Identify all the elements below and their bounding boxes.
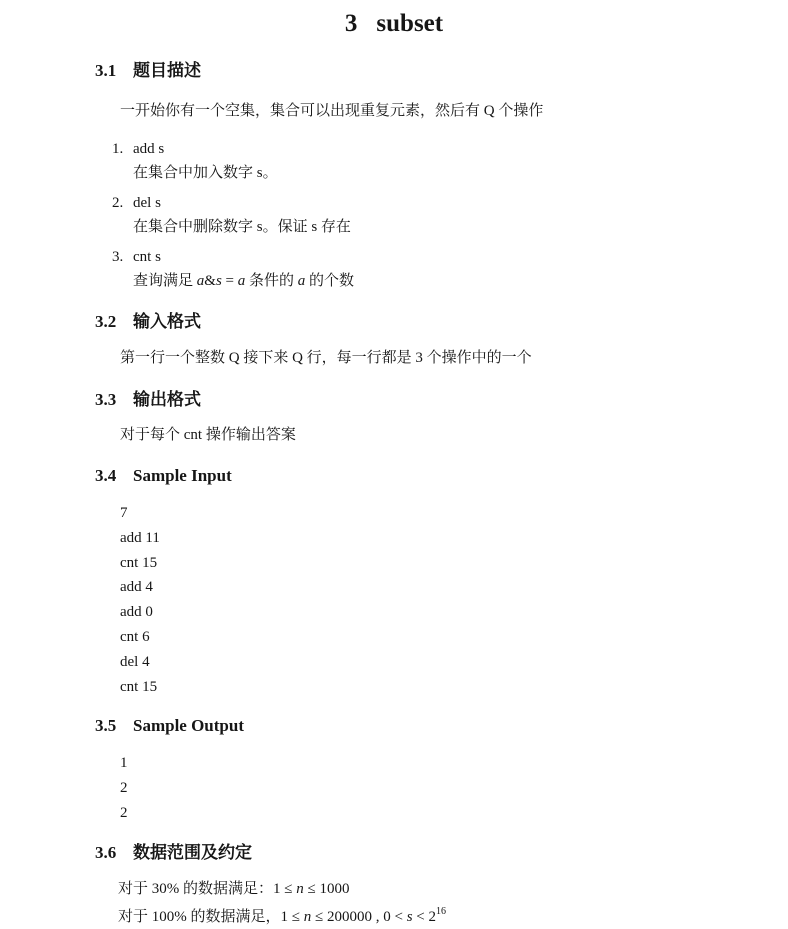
sample-input-line: cnt 6 <box>120 628 150 645</box>
math-var-a: a <box>237 273 246 289</box>
section-heading-text: Sample Output <box>133 716 244 736</box>
section-number: 3.1 <box>95 61 117 80</box>
section-number: 3.5 <box>95 716 117 736</box>
sample-input-line: 7 <box>120 505 128 521</box>
section-heading-text: 数据范围及约定 <box>133 843 252 863</box>
section-number: 3.2 <box>95 312 117 331</box>
constraint-line-30pct <box>118 877 788 901</box>
section-heading-problem-description <box>95 61 788 81</box>
problem-intro-paragraph: 一开始你有一个空集，集合可以出现重复元素，然后有 Q 个操作 <box>120 103 544 119</box>
operation-description <box>133 269 788 293</box>
description-text: 查询满足 <box>133 273 197 289</box>
constraint-line-100pct <box>118 901 788 929</box>
sample-input-line: add 4 <box>120 579 153 596</box>
operation-command: add s <box>133 141 165 157</box>
sample-input-line: add 0 <box>120 604 153 621</box>
input-format-paragraph: 第一行一个整数 Q 接下来 Q 行，每一行都是 3 个操作中的一个 <box>120 350 532 366</box>
operation-command: del s <box>133 195 161 211</box>
section-number: 3.6 <box>95 843 117 863</box>
sample-output-block <box>120 751 788 826</box>
sample-output-line: 2 <box>120 780 128 797</box>
constraint-text: 对于 100% 的数据满足， <box>118 909 281 926</box>
math-equals: = <box>221 273 238 289</box>
operation-description: 在集合中删除数字 s。保证 s 存在 <box>133 219 351 235</box>
math-text: < 2 <box>412 909 436 926</box>
math-text: 1 ≤ <box>273 881 297 898</box>
sample-output-line: 1 <box>120 755 128 772</box>
list-item-number: 2. <box>112 195 124 211</box>
math-exponent: 16 <box>436 906 446 918</box>
list-item-del <box>112 191 788 239</box>
sample-output-line: 2 <box>120 805 128 822</box>
math-var-n: n <box>303 909 312 926</box>
math-var-n: n <box>296 881 304 898</box>
math-text: ≤ 1000 <box>303 881 350 898</box>
description-text: 条件的 <box>245 273 298 289</box>
output-format-paragraph: 对于每个 cnt 操作输出答案 <box>120 427 296 443</box>
section-heading-input-format <box>95 312 788 332</box>
math-var-a: a <box>196 273 205 289</box>
math-var-s: s <box>406 909 413 926</box>
section-number: 3.4 <box>95 466 117 485</box>
section-heading-text: 题目描述 <box>133 61 201 80</box>
sample-input-line: del 4 <box>120 653 150 670</box>
sample-input-line: cnt 15 <box>120 554 158 571</box>
section-heading-sample-output <box>95 716 788 736</box>
constraints-block <box>118 877 788 929</box>
section-heading-text: 输入格式 <box>133 312 201 331</box>
section-heading-text: Sample Input <box>133 466 232 485</box>
section-heading-text: 输出格式 <box>133 390 201 409</box>
math-ampersand: & <box>204 273 216 289</box>
math-text: 1 ≤ <box>280 909 304 926</box>
document-title-number: 3 <box>344 10 358 37</box>
section-number: 3.3 <box>95 390 117 409</box>
list-item-add <box>112 137 788 185</box>
operation-command: cnt s <box>133 249 161 265</box>
operations-list <box>112 137 788 293</box>
math-text: ≤ 200000 , 0 < <box>311 909 407 926</box>
list-item-cnt <box>112 245 788 293</box>
constraint-text: 对于 30% 的数据满足： <box>118 881 273 898</box>
section-heading-sample-input <box>95 466 788 486</box>
description-text: 的个数 <box>305 273 355 289</box>
operation-description: 在集合中加入数字 s。 <box>133 165 278 181</box>
document-title <box>0 0 788 39</box>
math-var-a: a <box>297 273 306 289</box>
list-item-number: 3. <box>112 249 124 265</box>
math-var-s: s <box>215 273 222 289</box>
sample-input-block <box>120 501 788 699</box>
list-item-number: 1. <box>112 141 124 157</box>
section-heading-constraints <box>95 843 788 863</box>
section-heading-output-format <box>95 390 788 410</box>
document-title-text: subset <box>376 10 444 37</box>
sample-input-line: cnt 15 <box>120 678 158 695</box>
sample-input-line: add 11 <box>120 529 160 546</box>
